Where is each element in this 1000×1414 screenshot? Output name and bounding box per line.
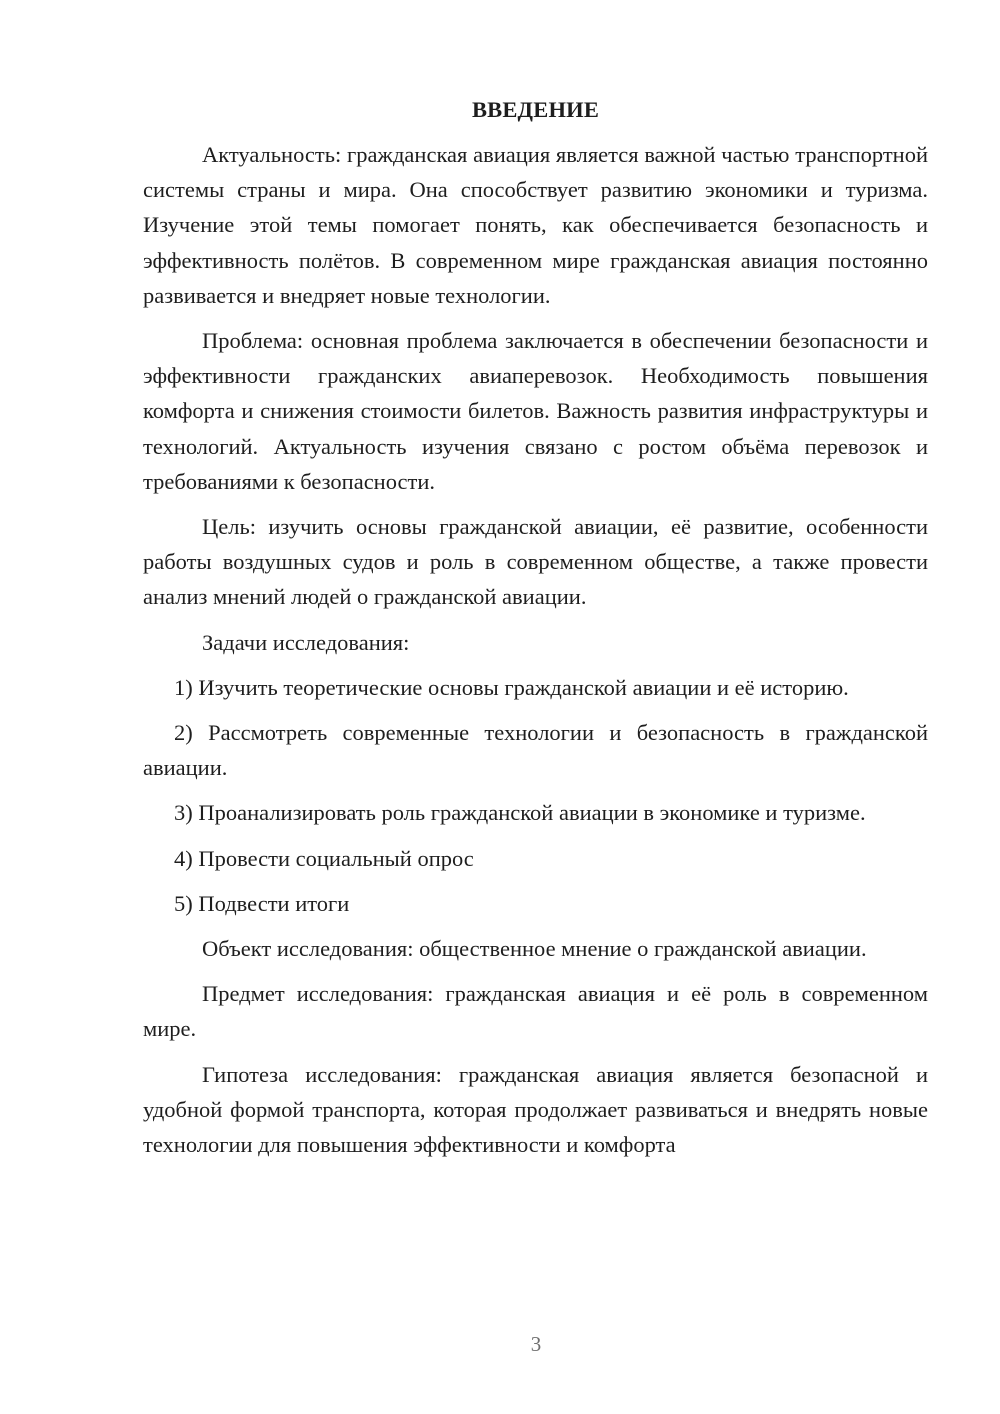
task-item-4: 4) Провести социальный опрос: [174, 845, 474, 871]
task-item-1: 1) Изучить теоретические основы гражданской авиации и её историю.: [174, 674, 849, 700]
task-item-3: 3) Проанализировать роль гражданской авиации в экономике и туризме.: [174, 800, 866, 826]
object-paragraph: Объект исследования: общественное мнение о гражданской авиации.: [202, 936, 867, 962]
goal-paragraph: Цель: изучить основы гражданской авиации, её развитие, особенности работы воздушных судов и роль в современном обществе, а также провести анализ мнений людей о гражданской авиации.: [143, 514, 928, 610]
task-item-2: 2) Рассмотреть современные технологии и безопасность в гражданской авиации.: [143, 720, 928, 781]
page-content: [143, 92, 928, 1172]
task-item-5: 5) Подвести итоги: [174, 890, 350, 916]
page-number: 3: [530, 1332, 542, 1356]
subject-paragraph: Предмет исследования: гражданская авиация и её роль в современном мире.: [143, 981, 928, 1042]
problem-paragraph: Проблема: основная проблема заключается в обеспечении безопасности и эффективности гражданских авиаперевозок. Необходимость повышения комфорта и снижения стоимости билетов. Важность развития инфраструктуры и технологий. Актуальность изучения связано с ростом объёма перевозок и требованиями к безопасности.: [143, 328, 928, 494]
relevance-paragraph: Актуальность: гражданская авиация является важной частью транспортной системы страны и мира. Она способствует развитию экономики и туризма. Изучение этой темы помогает понять, как обеспечивается безопасность и эффективность полётов. В современном мире гражданская авиация постоянно развивается и внедряет новые технологии.: [143, 142, 928, 308]
section-title: ВВЕДЕНИЕ: [471, 97, 600, 122]
tasks-heading: Задачи исследования:: [202, 629, 410, 655]
hypothesis-paragraph: Гипотеза исследования: гражданская авиация является безопасной и удобной формой транспорта, которая продолжает развиваться и внедрять новые технологии для повышения эффективности и комфорта: [143, 1061, 928, 1158]
